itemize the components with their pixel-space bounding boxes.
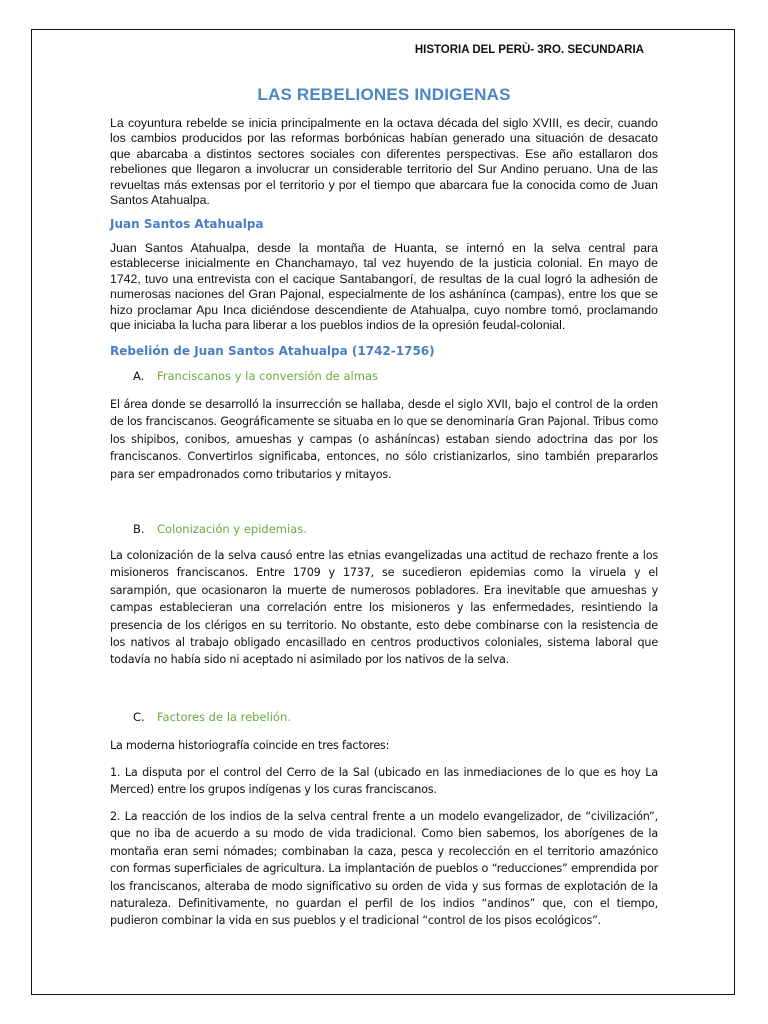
subsection-b-heading xyxy=(133,522,681,536)
subsection-c-title: Factores de la rebelión. xyxy=(157,710,291,724)
subsection-a-title: Franciscanos y la conversión de almas xyxy=(157,369,378,383)
intro-paragraph: La coyuntura rebelde se inicia principalmente en la octava década del siglo XVIII, es decir, cuando los cambios producidos por las reformas borbónicas habían generado una situación de desacato que abarcaba a distintos sectores sociales con diferentes perspectivas. Ese año estallaron dos rebeliones que llegaron a involucrar un considerable territorio del Sur Andino peruano. Una de las revueltas más extensas por el territorio y por el tiempo que abarcara fue la conocida como de Juan Santos Atahualpa. xyxy=(110,116,658,208)
document-title: LAS REBELIONES INDIGENAS xyxy=(257,85,511,104)
subsection-c-letter: C. xyxy=(133,710,145,724)
juan-santos-paragraph: Juan Santos Atahualpa, desde la montaña de Huanta, se internó en la selva central para establecerse inicialmente en Chanchamayo, tal vez huyendo de la justicia colonial. En mayo de 1742, tuvo una entrevista con el cacique Santabangorí, de resultas de la cual logró la adhesión de numerosas naciones del Gran Pajonal, especialmente de los ashánínca (campas), entre los que se hizo proclamar Apu Inca diciéndose descendiente de Atahualpa, cuyo nombre tomó, proclamando que iniciaba la lucha para liberar a los pueblos indios de la opresión feudal-colonial. xyxy=(110,241,658,333)
section-heading-juan-santos: Juan Santos Atahualpa xyxy=(110,217,264,231)
subsection-a-heading xyxy=(133,369,681,383)
factor-item-2: 2. La reacción de los indios de la selva central frente a un modelo evangelizador, de “civilización”, que no iba de acuerdo a su modo de vida tradicional. Como bien sabemos, los aborígenes de la montaña eran semi nómades; combinaban la caza, pesca y recolección en el territorio amazónico con formas superficiales de agricultura. La implantación de pueblos o “reducciones” emprendida por los franciscanos, alteraba de modo significativo su orden de vida y sus formas de explotación de la naturaleza. Definitivamente, no guardan el perfil de los indios “andinos” que, con el tiempo, pudieron combinar la vida en sus pueblos y el tradicional “control de los pisos ecológicos”. xyxy=(110,810,658,928)
subsection-b-letter: B. xyxy=(133,522,145,536)
subsection-a-letter: A. xyxy=(133,369,145,383)
subsection-c-heading xyxy=(133,710,681,724)
subsection-c-intro: La moderna historiografía coincide en tres factores: xyxy=(110,739,390,752)
subsection-a-paragraph: El área donde se desarrolló la insurrección se hallaba, desde el siglo XVII, bajo el control de la orden de los franciscanos. Geográficamente se situaba en lo que se denominaría Gran Pajonal. Tribus como los shipibos, conibos, amueshas y campas (o asháníncas) estaban siendo adoctrina das por los franciscanos. Convertirlos significaba, entonces, no sólo cristianizarlos, sino también prepararlos para ser empadronados como tributarios y mitayos. xyxy=(110,398,658,481)
subsection-b-paragraph: La colonización de la selva causó entre las etnias evangelizadas una actitud de rechazo frente a los misioneros franciscanos. Entre 1709 y 1737, se sucedieron epidemias como la viruela y el sarampión, que ocasionaron la muerte de numerosos pobladores. Era inevitable que amueshas y campas establecieran una correlación entre los misioneros y las enfermedades, resintiendo la presencia de los clérigos en su territorio. No obstante, esto debe combinarse con la resistencia de los nativos al trabajo obligado encasillado en centros productivos coloniales, sistema laboral que todavía no había sido ni aceptado ni asimilado por los nativos de la selva. xyxy=(110,549,658,667)
factor-item-1: 1. La disputa por el control del Cerro de la Sal (ubicado en las inmediaciones de lo que es hoy La Merced) entre los grupos indígenas y los curas franciscanos. xyxy=(110,766,658,797)
section-heading-rebelion: Rebelión de Juan Santos Atahualpa (1742-1756) xyxy=(110,344,435,358)
page-header: HISTORIA DEL PERÙ- 3RO. SECUNDARIA xyxy=(414,44,644,56)
subsection-b-title: Colonización y epidemias. xyxy=(157,522,307,536)
